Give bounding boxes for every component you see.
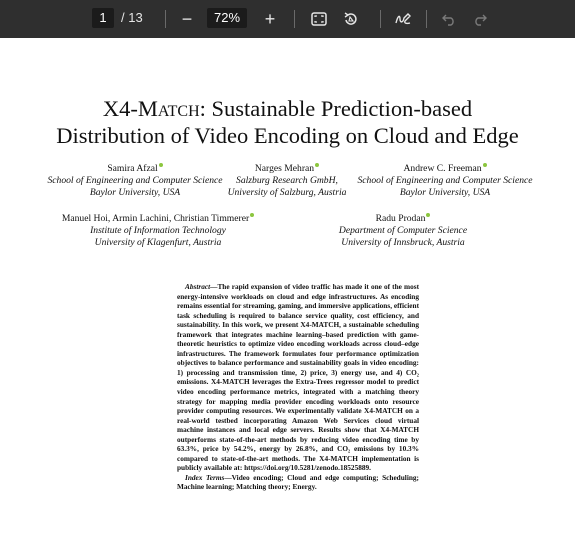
title-prefix: X4-M — [102, 96, 158, 121]
author-affiliation: University of Klagenfurt, Austria — [94, 237, 222, 249]
author-affiliation: Institute of Information Technology — [90, 225, 226, 237]
author-name: Manuel Hoi, Armin Lachini, Christian Timmerer — [61, 213, 250, 225]
toolbar-divider — [294, 10, 295, 28]
zoom-in-button[interactable]: + — [264, 9, 276, 29]
paper-title-line-1 — [0, 95, 575, 123]
zoom-out-button[interactable]: − — [181, 9, 193, 29]
author-affiliation: Salzburg Research GmbH, — [236, 175, 338, 187]
pdf-toolbar — [0, 0, 575, 38]
abstract-paragraph — [177, 282, 419, 473]
author-affiliation: Baylor University, USA — [399, 187, 491, 199]
toolbar-divider — [426, 10, 427, 28]
toolbar-divider — [165, 10, 166, 28]
redo-button[interactable] — [468, 7, 492, 31]
author-block — [328, 213, 478, 249]
undo-icon — [441, 12, 457, 26]
pdf-page — [0, 38, 575, 541]
author-affiliation: School of Engineering and Computer Science — [47, 175, 223, 187]
title-rest: : Sustainable Prediction-based — [199, 96, 473, 121]
fit-page-icon — [311, 12, 327, 26]
draw-icon — [394, 11, 412, 27]
abstract-text: —The rapid expansion of video traffic has made it one of the most energy-intensive workloads on cloud and edge infrastructures. As encoding remains essential for streaming, gaming, and immersive applications, efficient task scheduling is required to balance service quality, cost efficiency, and sustainability. In this work, we present X4-MATCH, a sustainable scheduling framework that integrates machine learning–based prediction with game-theoretic heuristics to optimize video encoding workloads across cloud–edge infrastructures. The framework formulates four performance optimization objectives to balance performance and sustainability goals in video encoding: 1) processing and transmission time, 2) price, 3) energy use, and 4) CO₂ emissions. X4-MATCH leverages the Extra-Trees regressor model to predict video encoding performance metrics, integrated with a matching theory strategy for mapping media provider encoding workloads onto resource provider computing resources. We experimentally validate X4-MATCH on a real-world testbed incorporating Amazon Web Services cloud virtual machine instances and local edge servers. Results show that X4-MATCH outperforms state-of-the-art methods by reducing video encoding time by 63.3%, price by 54.2%, energy by 26.8%, and CO₂ emissions by 10.3% compared to state-of-the-art methods. The X4-MATCH implementation is publicly available at: https://doi.org/10.5281/zenodo.18525889. — [177, 282, 419, 473]
page-total-label: / 13 — [121, 10, 143, 25]
author-affiliation: University of Innsbruck, Austria — [341, 237, 465, 249]
orcid-icon — [250, 213, 254, 217]
page-number-input[interactable]: 1 — [92, 8, 114, 28]
author-affiliation: Department of Computer Science — [338, 225, 468, 237]
author-name: Radu Prodan — [375, 213, 426, 225]
author-affiliation: University of Salzburg, Austria — [227, 187, 347, 199]
rotate-icon — [342, 10, 360, 28]
author-name: Narges Mehran — [254, 163, 315, 175]
author-block — [212, 163, 362, 199]
draw-button[interactable] — [391, 7, 415, 31]
abstract-label: Abstract — [185, 282, 211, 291]
index-terms-label: Index Terms — [185, 472, 225, 482]
author-affiliation: Baylor University, USA — [89, 187, 181, 199]
rotate-button[interactable] — [339, 7, 363, 31]
title-smallcaps: atch — [157, 96, 200, 121]
abstract-block — [177, 282, 419, 492]
zoom-level-input[interactable]: 72% — [207, 8, 247, 28]
redo-icon — [472, 12, 488, 26]
author-affiliation: School of Engineering and Computer Science — [357, 175, 533, 187]
orcid-icon — [483, 163, 487, 167]
author-block — [40, 213, 276, 249]
index-terms-text: —Video encoding; Cloud and edge computing; Scheduling; Machine learning; Matching theory; Energy. — [177, 472, 419, 492]
author-name: Samira Afzal — [107, 163, 158, 175]
fit-page-button[interactable] — [307, 7, 331, 31]
author-block — [45, 163, 225, 199]
orcid-icon — [159, 163, 163, 167]
paper-title-line-2: Distribution of Video Encoding on Cloud and Edge — [56, 123, 519, 148]
orcid-icon — [426, 213, 430, 217]
author-block — [354, 163, 536, 199]
index-terms-paragraph — [177, 473, 419, 492]
orcid-icon — [315, 163, 319, 167]
author-name: Andrew C. Freeman — [403, 163, 482, 175]
undo-button[interactable] — [437, 7, 461, 31]
toolbar-divider — [380, 10, 381, 28]
